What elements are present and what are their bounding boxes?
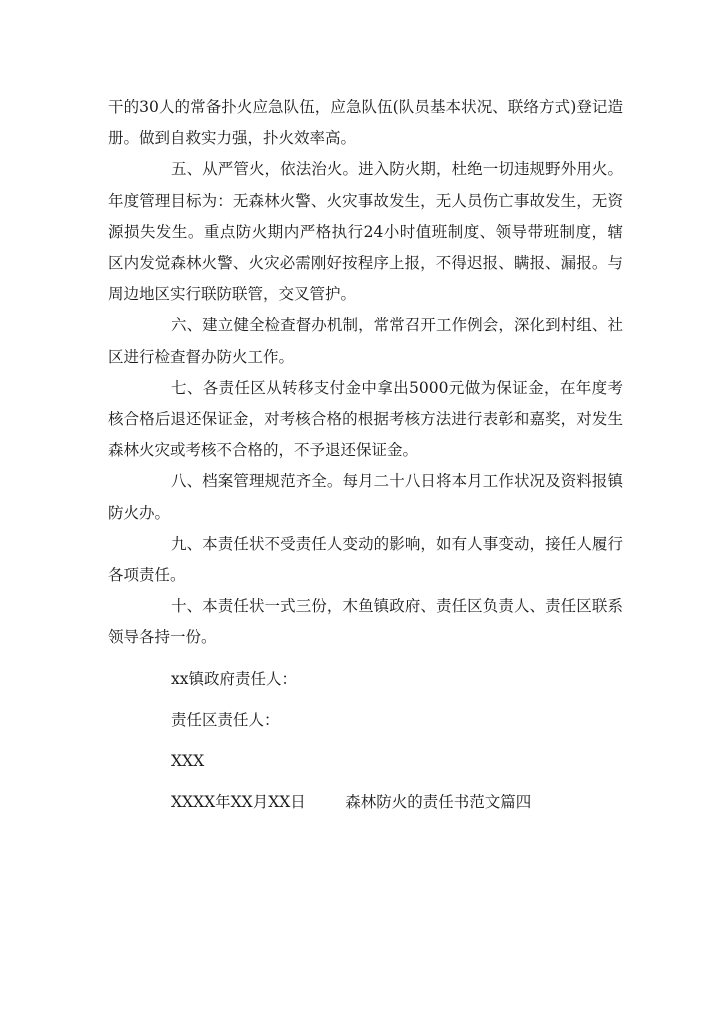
- signature-gov-person: xx镇政府责任人：: [171, 669, 297, 688]
- next-section-title: 森林防火的责任书范文篇四: [345, 793, 532, 812]
- paragraph-emergency-team: 干的30人的常备扑火应急队伍，应急队伍(队员基本状况、联络方式)登记造册。做到自救实力强，扑火效率高。: [108, 98, 623, 148]
- paragraph-item-9: 九、本责任状不受责任人变动的影响，如有人事变动，接任人履行各项责任。: [108, 534, 623, 585]
- paragraph-item-8: 八、档案管理规范齐全。每月二十八日将本月工作状况及资料报镇防火办。: [108, 472, 623, 522]
- paragraph-item-10: 十、本责任状一式三份，木鱼镇政府、责任区负责人、责任区联系领导各持一份。: [108, 597, 623, 647]
- document-body: [108, 92, 623, 818]
- signature-zone-person: 责任区责任人：: [171, 710, 280, 729]
- paragraph-item-6: 六、建立健全检查督办机制，常常召开工作例会，深化到村组、社区进行检查督办防火工作。: [108, 316, 623, 366]
- signature-date: XXXX年XX月XX日: [171, 793, 306, 812]
- date-title-gap: [306, 793, 345, 811]
- paragraph-item-7: 七、各责任区从转移支付金中拿出5000元做为保证金，在年度考核合格后退还保证金，对考核合格的根据考核方法进行表彰和嘉奖，对发生森林火灾或考核不合格的，不予退还保证金。: [108, 378, 623, 460]
- paragraph-item-5: 五、从严管火，依法治火。进入防火期，杜绝一切违规野外用火。年度管理目标为：无森林火警、火灾事故发生，无人员伤亡事故发生，无资源损失发生。重点防火期内严格执行24小时值班制度、领导带班制度，辖区内发觉森林火警、火灾必需刚好按程序上报，不得迟报、瞒报、漏报。与周边地区实行联防联管，交叉管护。: [108, 160, 623, 304]
- signature-date-line: [108, 787, 623, 818]
- signature-name: XXX: [171, 752, 205, 771]
